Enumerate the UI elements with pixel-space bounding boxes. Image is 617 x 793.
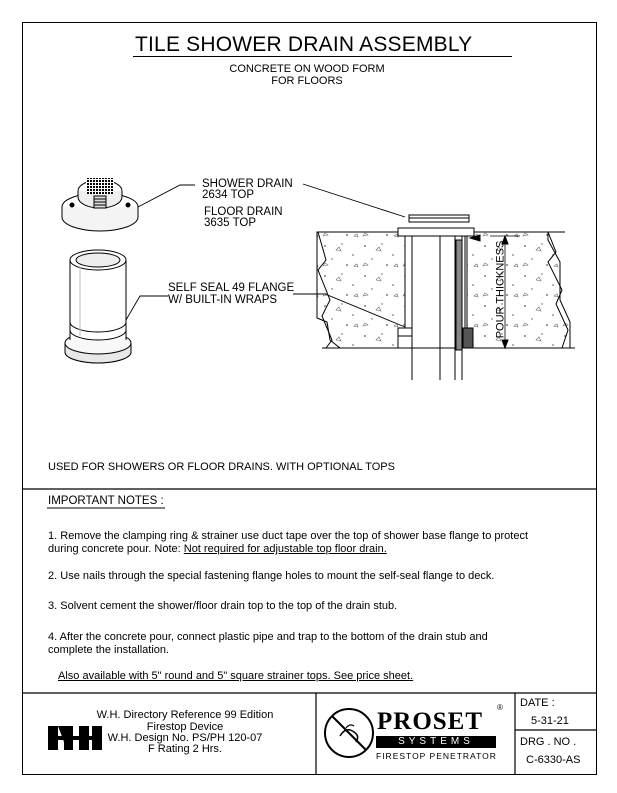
note-underlined: Not required for adjustable top floor drain. xyxy=(183,543,387,555)
label-floor-drain-top: 3635 TOP xyxy=(204,217,257,229)
label-shower-drain-top: 2634 TOP xyxy=(202,189,255,201)
note-number: 3. xyxy=(48,600,58,612)
flange-sleeve-illustration xyxy=(65,250,131,363)
note-number: 2. xyxy=(48,570,58,582)
label-shower-drain: SHOWER DRAIN xyxy=(202,178,293,190)
directory-line1: W.H. Directory Reference 99 Edition xyxy=(96,709,274,721)
note-2 xyxy=(48,570,548,583)
section-view xyxy=(317,215,575,380)
note-text: After the concrete pour, connect plastic pipe and trap to the bottom of the drain stub and complete the installation. xyxy=(48,631,488,656)
label-floor-drain: FLOOR DRAIN xyxy=(204,206,283,218)
subtitle-line1: CONCRETE ON WOOD FORM xyxy=(229,63,385,75)
proset-seal-icon xyxy=(325,709,373,757)
note-text: Solvent cement the shower/floor drain top to the top of the drain stub. xyxy=(60,600,398,612)
label-flange-line1: SELF SEAL 49 FLANGE xyxy=(168,282,295,294)
note-number: 1. xyxy=(48,530,58,542)
brand-systems: SYSTEMS xyxy=(398,736,474,747)
drg-value: C-6330-AS xyxy=(526,754,581,766)
label-flange-line2: W/ BUILT-IN WRAPS xyxy=(168,294,278,306)
note-3 xyxy=(48,600,548,613)
subtitle-line2: FOR FLOORS xyxy=(271,75,343,87)
note-text: Remove the clamping ring & strainer use duct tape over the top of shower base flange to protect during concrete pour. Note: xyxy=(48,530,529,555)
page-title: TILE SHOWER DRAIN ASSEMBLY xyxy=(135,33,473,56)
note-4 xyxy=(48,631,528,657)
note-1 xyxy=(48,530,548,556)
date-label: DATE : xyxy=(520,697,555,709)
label-pour-thickness: POUR THICKNESS xyxy=(494,240,507,339)
notes-heading: IMPORTANT NOTES : xyxy=(48,495,164,507)
directory-line3: W.H. Design No. PS/PH 120-07 xyxy=(107,732,263,744)
registered-mark: ® xyxy=(497,703,503,712)
note-number: 4. xyxy=(48,631,58,643)
usage-text: USED FOR SHOWERS OR FLOOR DRAINS. WITH OPTIONAL TOPS xyxy=(48,461,395,473)
note-text: Use nails through the special fastening flange holes to mount the self-seal flange to deck. xyxy=(60,570,495,582)
directory-line4: F Rating 2 Hrs. xyxy=(148,743,222,755)
brand-name: PROSET xyxy=(377,708,484,735)
brand-tagline: FIRESTOP PENETRATOR xyxy=(376,751,497,761)
directory-line2: Firestop Device xyxy=(146,721,224,733)
drg-label: DRG . NO . xyxy=(520,736,577,748)
drain-top-illustration xyxy=(62,178,138,231)
availability-note: Also available with 5" round and 5" square strainer tops. See price sheet. xyxy=(58,670,414,682)
date-value: 5-31-21 xyxy=(531,715,569,727)
